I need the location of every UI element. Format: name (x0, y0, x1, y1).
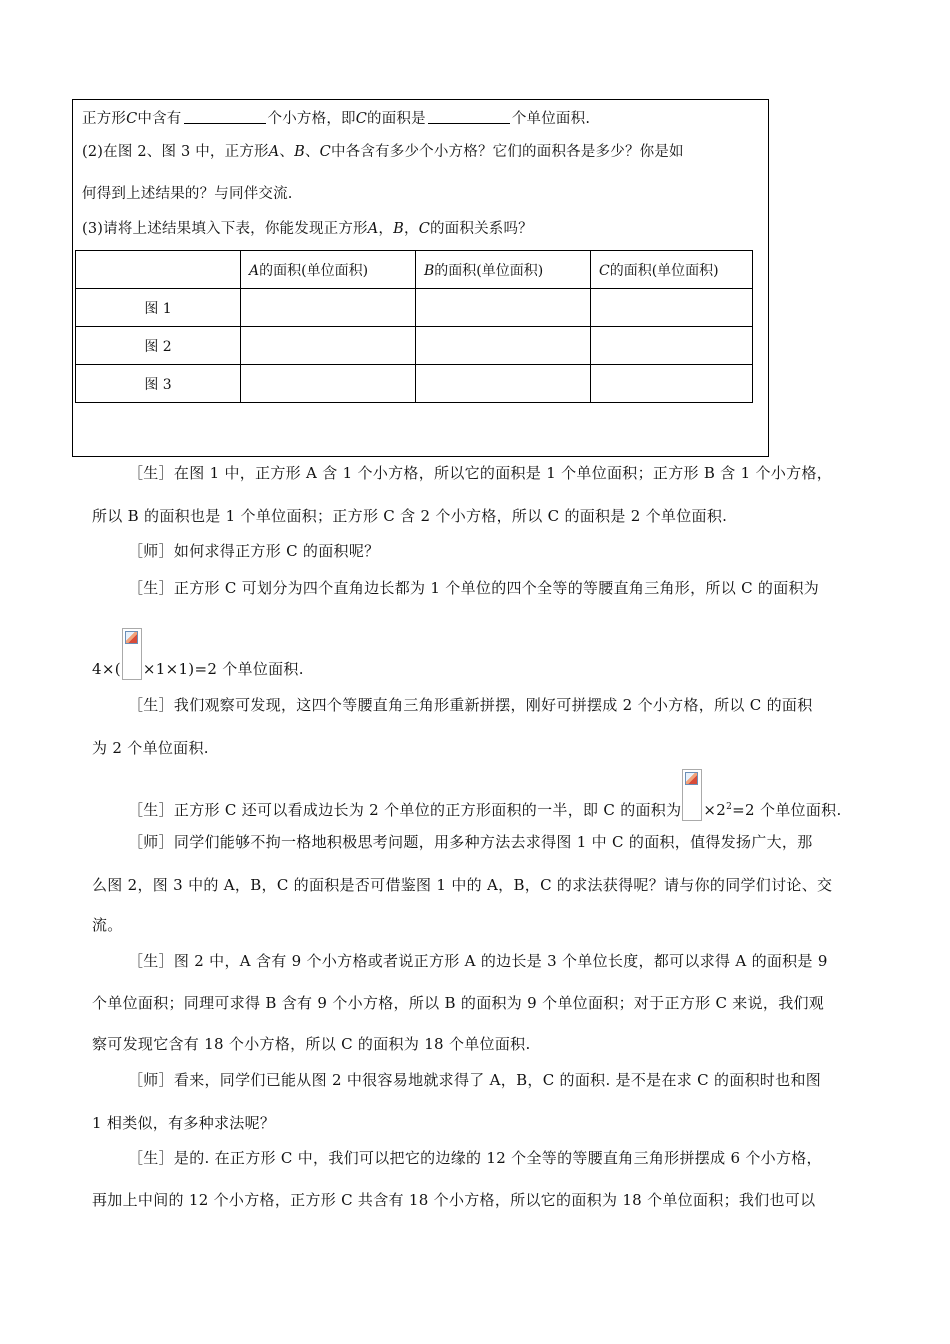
row-label: 图 2 (76, 327, 241, 365)
box-q2-line-2: 何得到上述结果的？与同伴交流. (82, 186, 293, 202)
paragraph-line: ［师］看来，同学们已能从图 2 中很容易地就求得了 A，B，C 的面积. 是不是在求 C 的面积时也和图 (128, 1071, 822, 1089)
var: B (424, 262, 435, 279)
paragraph-line: 再加上中间的 12 个小方格，正方形 C 共含有 18 个小方格，所以它的面积为 18 个单位面积；我们也可以 (92, 1191, 816, 1209)
text: 4×( (92, 660, 121, 678)
paragraph-line: 察可发现它含有 18 个小方格，所以 C 的面积为 18 个单位面积. (92, 1035, 531, 1053)
var: B (393, 221, 404, 237)
text: 的面积(单位面积) (609, 262, 719, 279)
paragraph-line: 所以 B 的面积也是 1 个单位面积；正方形 C 含 2 个小方格，所以 C 的面积是 2 个单位面积. (92, 507, 728, 525)
table-header-cell (416, 251, 591, 289)
box-q3-line (82, 217, 533, 238)
text: 的面积(单位面积) (259, 262, 369, 279)
answer-cell[interactable] (416, 365, 591, 403)
answer-cell[interactable] (241, 327, 416, 365)
text: 正方形 (82, 111, 127, 127)
table-row (76, 289, 753, 327)
paragraph-line: 1 相类似，有多种求法呢？ (92, 1114, 276, 1132)
text: ， (403, 221, 419, 237)
table-row (76, 327, 753, 365)
broken-image-icon (125, 631, 138, 644)
text: (2)在图 2、图 3 中，正方形 (82, 144, 269, 160)
table-header-cell (591, 251, 753, 289)
table-header-row (76, 251, 753, 289)
fraction-image (122, 628, 142, 680)
answer-cell[interactable] (416, 289, 591, 327)
answer-cell[interactable] (241, 289, 416, 327)
paragraph-line: ［生］在图 1 中，正方形 A 含 1 个小方格，所以它的面积是 1 个单位面积；正方形 B 含 1 个小方格， (128, 464, 833, 482)
paragraph-line: ［师］同学们能够不拘一格地积极思考问题，用多种方法去求得图 1 中 C 的面积，值得发扬广大，那 (128, 833, 813, 851)
answer-cell[interactable] (241, 365, 416, 403)
text: 中各含有多少个小方格？它们的面积各是多少？你是如 (330, 144, 684, 160)
var: A (268, 144, 280, 160)
var: A (367, 221, 379, 237)
var: C (319, 144, 331, 160)
paragraph-line: ［生］是的. 在正方形 C 中，我们可以把它的边缘的 12 个全等的等腰直角三角形拼摆成 6 个小方格， (128, 1149, 822, 1167)
text: 个小方格，即 (267, 111, 356, 127)
broken-image-icon (685, 772, 698, 785)
row-label: 图 3 (76, 365, 241, 403)
text: 中含有 (137, 111, 182, 127)
answer-blank-1[interactable] (184, 110, 266, 124)
text: ， (378, 221, 394, 237)
answer-cell[interactable] (591, 289, 753, 327)
table-header-cell (76, 251, 241, 289)
fraction-image (682, 769, 702, 821)
var: C (599, 262, 610, 279)
answer-cell[interactable] (591, 327, 753, 365)
var: C (126, 111, 138, 127)
paragraph-line: 么图 2，图 3 中的 A，B，C 的面积是否可借鉴图 1 中的 A，B，C 的求法获得呢？请与你的同学们讨论、交 (92, 876, 833, 894)
text: ×2 (703, 801, 727, 819)
paragraph-line: 个单位面积；同理可求得 B 含有 9 个小方格，所以 B 的面积为 9 个单位面积；对于正方形 C 来说，我们观 (92, 994, 825, 1012)
box-q2-line-1 (82, 140, 684, 161)
area-table (75, 250, 753, 403)
paragraph-line: ［生］我们观察可发现，这四个等腰直角三角形重新拼摆，刚好可拼摆成 2 个小方格，所以 C 的面积 (128, 696, 813, 714)
text: 、 (279, 144, 295, 160)
table-header-cell (241, 251, 416, 289)
paragraph-line: 为 2 个单位面积. (92, 739, 209, 757)
activity-box (72, 99, 769, 457)
paragraph-line (128, 769, 842, 821)
text: ［生］正方形 C 还可以看成边长为 2 个单位的正方形面积的一半，即 C 的面积为 (128, 801, 682, 819)
text: 个单位面积. (511, 111, 591, 127)
var: A (249, 262, 260, 279)
var: B (294, 144, 305, 160)
paragraph-line: ［生］图 2 中，A 含有 9 个小方格或者说正方形 A 的边长是 3 个单位长度，都可以求得 A 的面积是 9 (128, 952, 828, 970)
text: ×1×1)=2 个单位面积. (142, 660, 304, 678)
box-line-1 (82, 107, 590, 128)
paragraph-line (92, 628, 304, 680)
paragraph-line: ［生］正方形 C 可划分为四个直角边长都为 1 个单位的四个全等的等腰直角三角形，所以 C 的面积为 (128, 579, 820, 597)
paragraph-line: 流。 (92, 916, 123, 934)
text: =2 个单位面积. (732, 801, 842, 819)
text: (3)请将上述结果填入下表，你能发现正方形 (82, 221, 368, 237)
var: C (355, 111, 368, 127)
text: 的面积(单位面积) (434, 262, 544, 279)
row-label: 图 1 (76, 289, 241, 327)
text: 、 (304, 144, 320, 160)
text: 的面积关系吗？ (429, 221, 533, 237)
text: 的面积是 (367, 111, 426, 127)
var: C (418, 221, 430, 237)
answer-blank-2[interactable] (428, 110, 510, 124)
answer-cell[interactable] (416, 327, 591, 365)
table-row (76, 365, 753, 403)
superscript: 2 (726, 802, 733, 812)
paragraph-line: ［师］如何求得正方形 C 的面积呢？ (128, 542, 380, 560)
answer-cell[interactable] (591, 365, 753, 403)
